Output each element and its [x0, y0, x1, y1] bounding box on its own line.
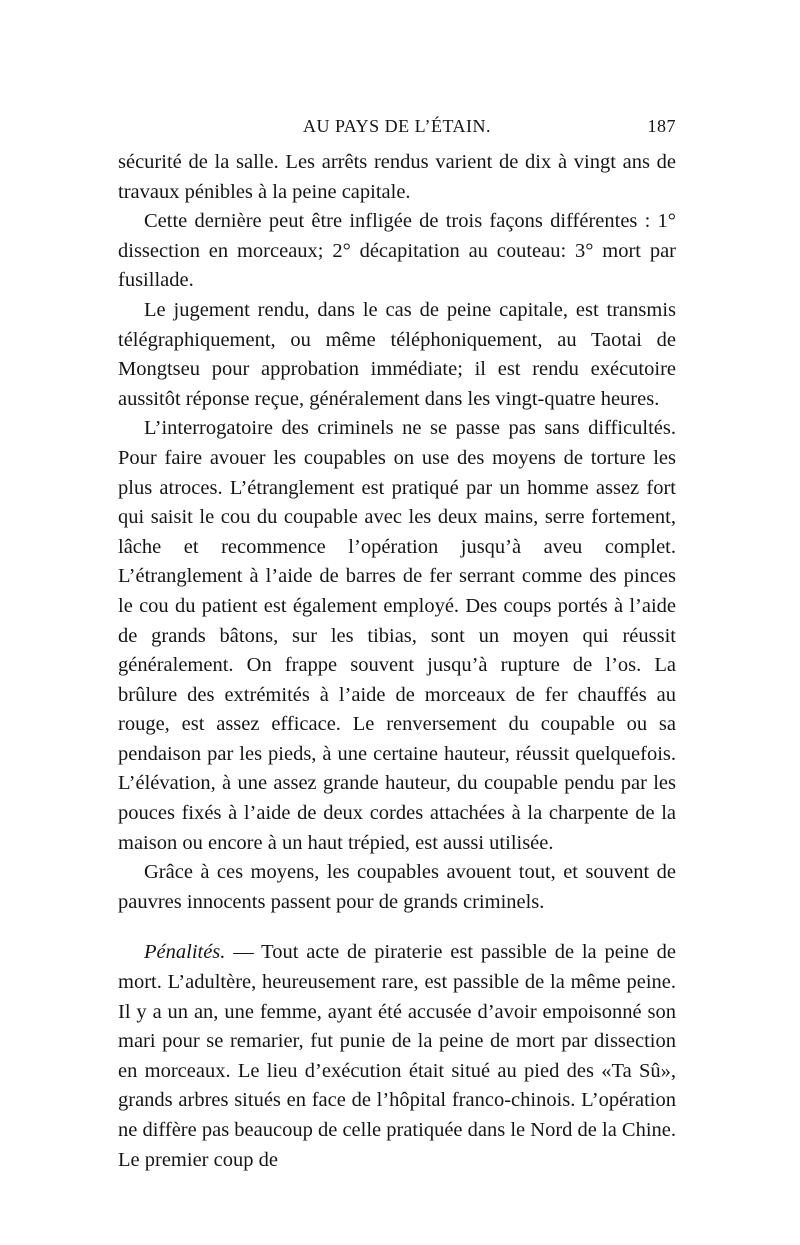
book-page	[118, 116, 676, 1175]
section-text-penalites: — Tout acte de piraterie est passible de la peine de mort. L’adultère, heureusement rare, est passible de la même peine. Il y a un an, une femme, ayant été accusée d’avoir empoisonné son mari pour se remarier, fut punie de la peine de mort par dissection en morceaux. Le lieu d’exécution était situé au pied des «Ta Sû», grands arbres situés en face de l’hôpital franco-chinois. L’opération ne diffère pas beaucoup de celle pratiquée dans le Nord de la Chine. Le premier coup de	[118, 941, 677, 1171]
paragraph-execution-methods: Cette dernière peut être infligée de trois façons différentes : 1° dissection en morceaux; 2° décapitation au couteau: 3° mort par fusillade.	[118, 210, 676, 292]
paragraph-interrogation: L’interrogatoire des criminels ne se passe pas sans difficultés. Pour faire avouer les coupables on use des moyens de torture les plus atroces. L’étranglement est pratiqué par un homme assez fort qui saisit le cou du coupable avec les deux mains, serre fortement, lâche et recommence l’opération jusqu’à aveu complet. L’étranglement à l’aide de barres de fer serrant comme des pinces le cou du patient est également employé. Des coups portés à l’aide de grands bâtons, sur les tibias, sont un moyen qui réussit généralement. On frappe souvent jusqu’à rupture de l’os. La brûlure des extrémités à l’aide de morceaux de fer chauffés au rouge, est assez efficace. Le renversement du coupable ou sa pendaison par les pieds, à une certaine hauteur, réussit quelquefois. L’élévation, à une assez grande hauteur, du coupable pendu par les pouces fixés à l’aide de deux cordes attachées à la charpente de la maison ou encore à un haut trépied, est aussi utilisée.	[118, 417, 676, 854]
paragraph-confessions: Grâce à ces moyens, les coupables avouent tout, et souvent de pauvres innocents passent pour de grands criminels.	[118, 861, 676, 913]
paragraph-continued: sécurité de la salle. Les arrêts rendus varient de dix à vingt ans de travaux pénibles à la peine capitale.	[118, 151, 676, 203]
running-head: AU PAYS DE L’ÉTAIN.	[302, 116, 492, 136]
paragraph-penalties	[118, 938, 676, 1175]
page-number: 187	[647, 116, 676, 136]
page-header	[118, 116, 676, 148]
section-label-penalites: Pénalités.	[144, 941, 226, 964]
paragraph-judgment: Le jugement rendu, dans le cas de peine capitale, est transmis télégraphiquement, ou même téléphoniquement, au Taotai de Mongtseu pour approbation immédiate; il est rendu exécutoire aussitôt réponse reçue, généralement dans les vingt-quatre heures.	[118, 298, 676, 410]
page-body	[118, 148, 676, 1175]
